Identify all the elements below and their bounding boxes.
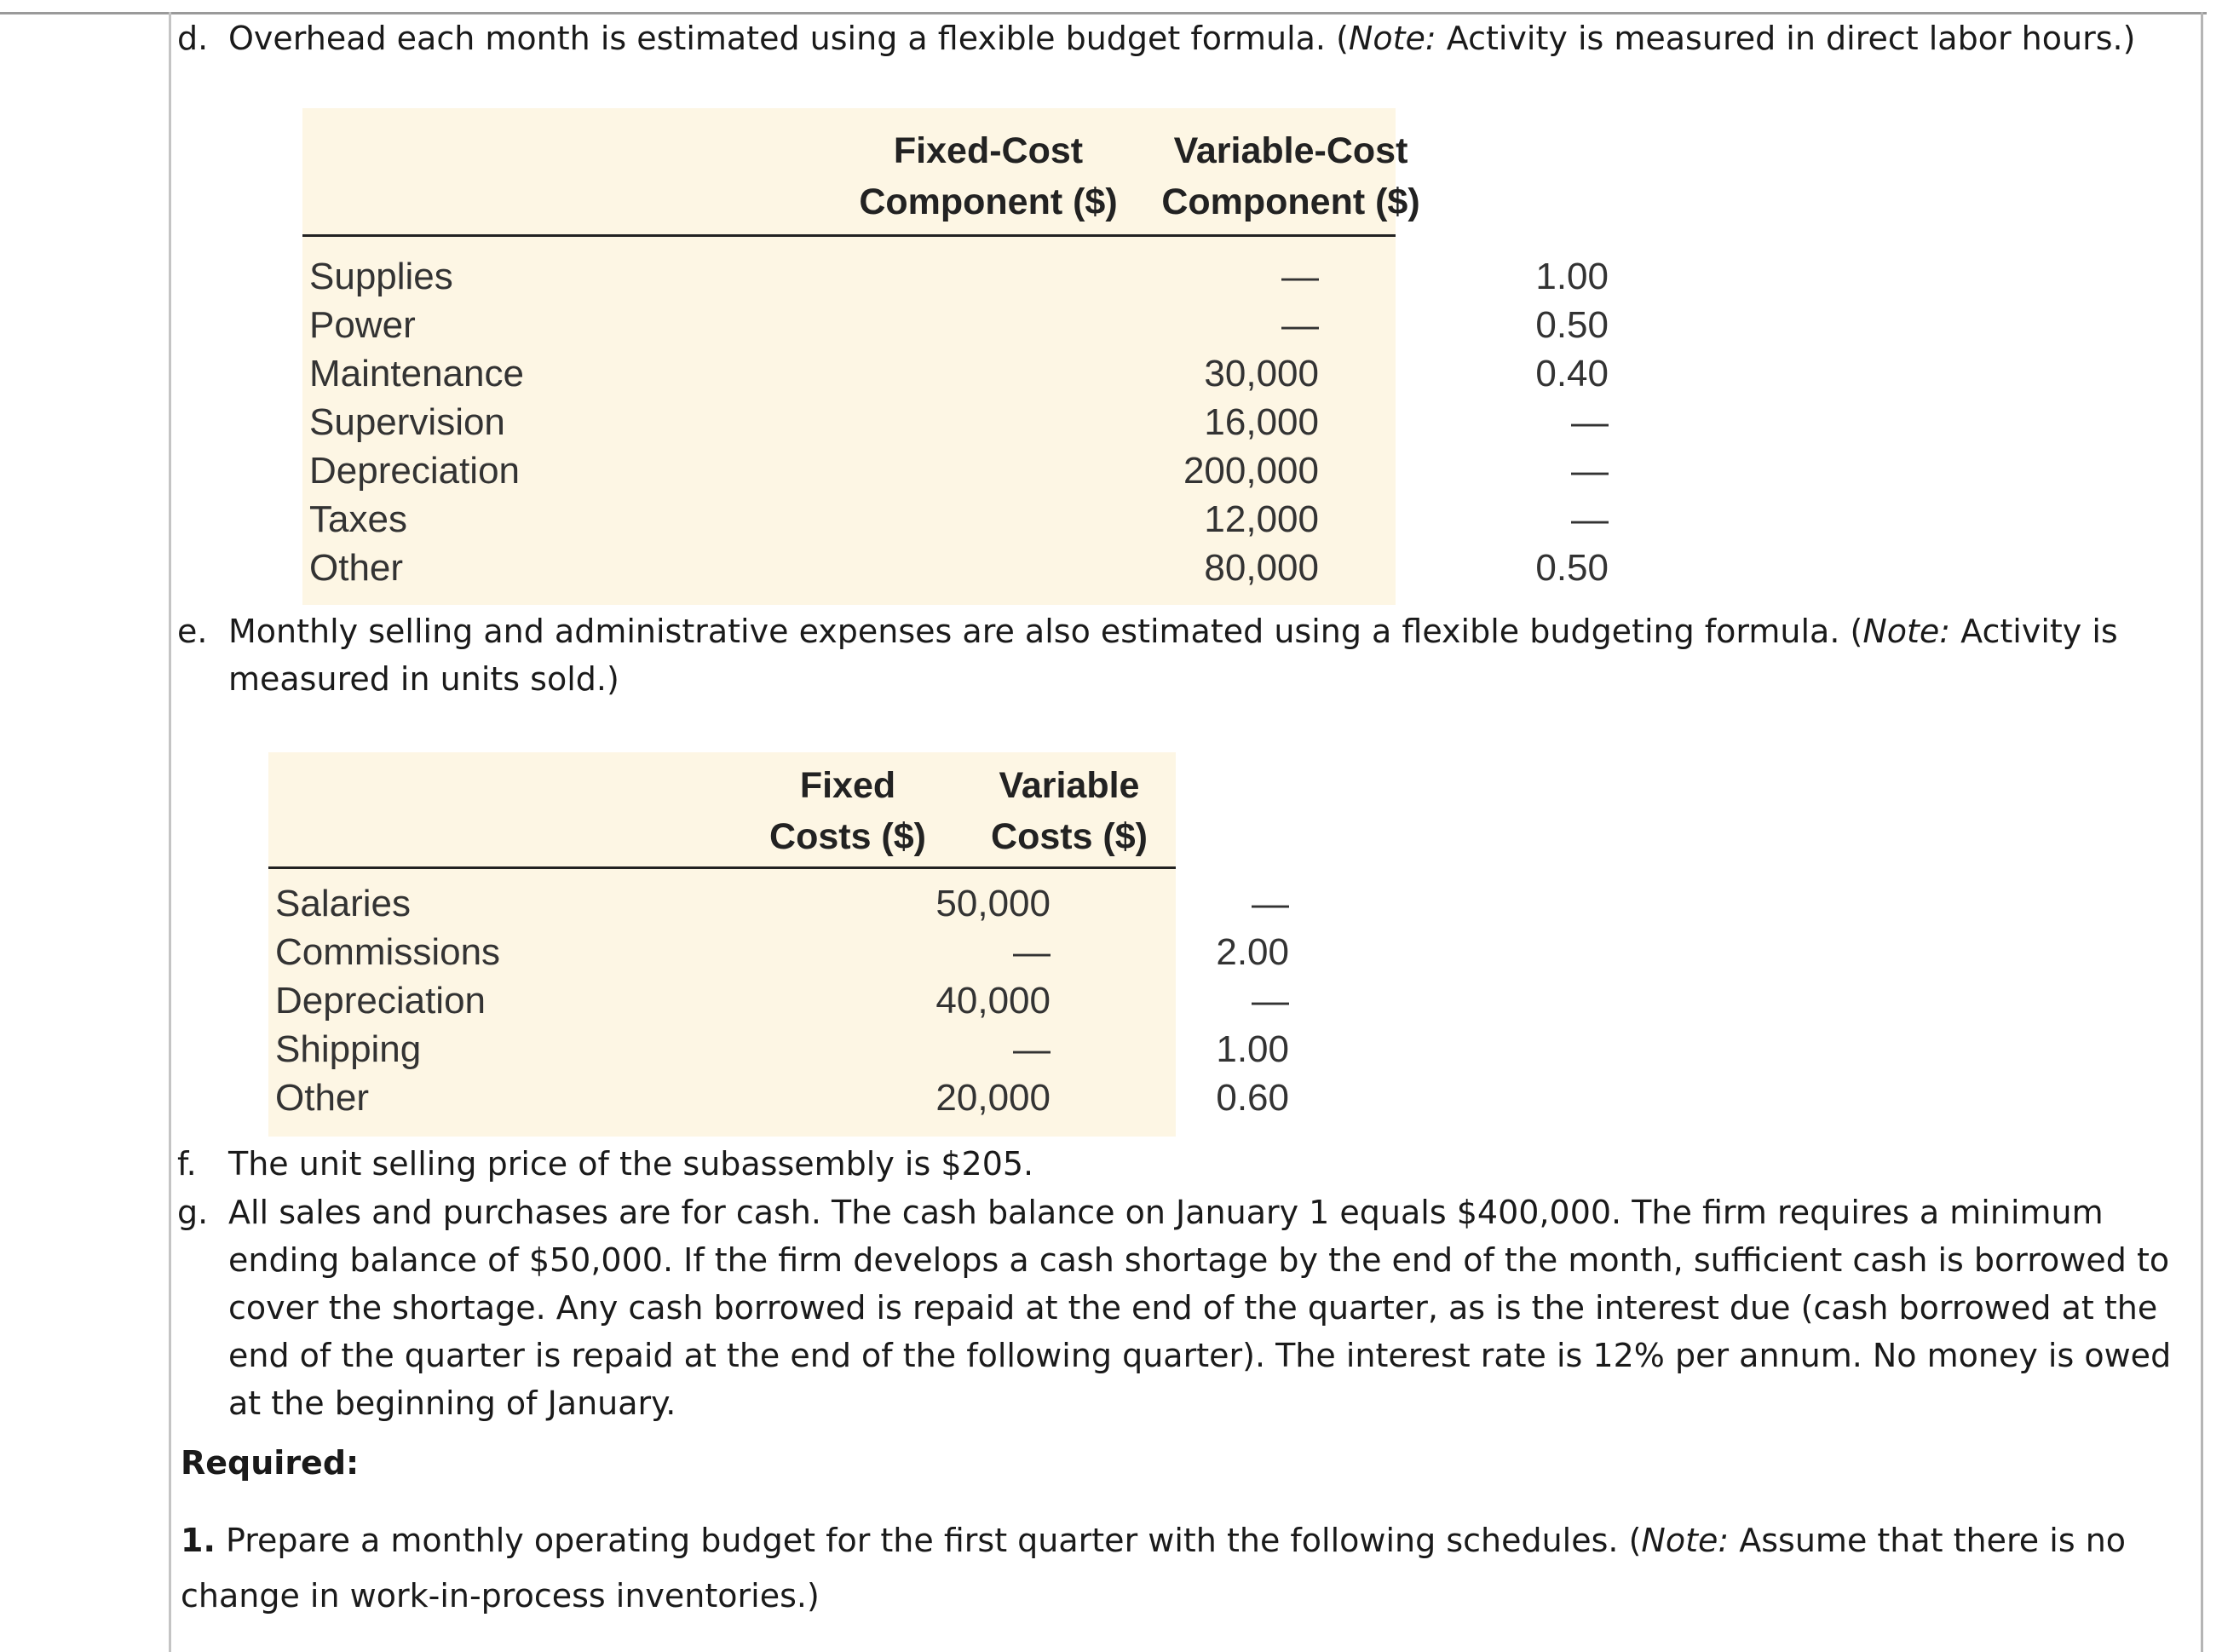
row-variable: 2.00 [1216, 931, 1289, 973]
item-d-label: d. [177, 20, 209, 57]
overhead-header-variable-line2: Component ($) [1161, 181, 1420, 222]
item-e-line2: measured in units sold.) [228, 660, 619, 698]
item-g-line: cover the shortage. Any cash borrowed is repaid at the end of the quarter, as is the interest due (cash borrowed at the [228, 1289, 2158, 1327]
left-border [169, 12, 171, 1652]
row-name: Supplies [309, 256, 453, 297]
overhead-header-rule [302, 234, 1396, 237]
row-fixed: 50,000 [935, 883, 1051, 924]
row-name: Supervision [309, 401, 505, 443]
item-g-line: ending balance of $50,000. If the firm develops a cash shortage by the end of the month, sufficient cash is borrowed to [228, 1241, 2170, 1279]
q1-number: 1. [181, 1522, 216, 1559]
item-e-line1-after: Activity is [1950, 613, 2118, 650]
row-fixed: 30,000 [1204, 353, 1319, 394]
item-g-line: end of the quarter is repaid at the end of the following quarter). The interest rate is 12% per annum. No money is owed [228, 1337, 2172, 1374]
right-border [2201, 12, 2203, 1652]
row-fixed: — [1013, 931, 1051, 973]
overhead-header-variable [1112, 125, 1470, 227]
selling-header-rule [268, 866, 1176, 869]
row-fixed: — [1013, 1028, 1051, 1070]
item-d [177, 14, 2188, 62]
row-fixed: 20,000 [935, 1077, 1051, 1119]
item-g-label: g. [177, 1194, 209, 1231]
item-g-line: All sales and purchases are for cash. The cash balance on January 1 equals $400,000. The firm requires a minimum [228, 1194, 2104, 1231]
row-variable: — [1252, 883, 1289, 924]
row-fixed: — [1281, 256, 1319, 297]
row-name: Shipping [275, 1028, 422, 1070]
selling-header-fixed-line1: Fixed [799, 765, 896, 806]
required-heading: Required: [181, 1444, 360, 1482]
item-g-line: at the beginning of January. [228, 1384, 676, 1422]
row-name: Maintenance [309, 353, 524, 394]
selling-header-fixed-line2: Costs ($) [769, 816, 926, 857]
row-fixed: 200,000 [1183, 450, 1319, 492]
row-name: Power [309, 304, 416, 346]
item-g [177, 1189, 2188, 1427]
row-variable: 1.00 [1535, 256, 1609, 297]
row-name: Taxes [309, 498, 407, 540]
overhead-header-fixed-line1: Fixed-Cost [893, 130, 1084, 171]
required-question-1 [181, 1513, 2183, 1624]
row-variable: 0.50 [1535, 547, 1609, 589]
item-f-text: The unit selling price of the subassembly is $205. [228, 1145, 1034, 1183]
item-d-text-after: Activity is measured in direct labor hours.) [1436, 20, 2136, 57]
row-variable: — [1571, 498, 1609, 540]
q1-note-label: Note: [1641, 1522, 1730, 1559]
row-fixed: 40,000 [935, 980, 1051, 1022]
q1-line1-before: Prepare a monthly operating budget for the first quarter with the following schedules. ( [215, 1522, 1642, 1559]
selling-header-variable-line2: Costs ($) [991, 816, 1148, 857]
item-f [177, 1140, 2188, 1188]
row-fixed: — [1281, 304, 1319, 346]
item-e-line1-before: Monthly selling and administrative expenses are also estimated using a flexible budgeting formula. ( [228, 613, 1863, 650]
q1-line1-after: Assume that there is no [1729, 1522, 2127, 1559]
row-variable: 0.60 [1216, 1077, 1289, 1119]
row-variable: 1.00 [1216, 1028, 1289, 1070]
row-name: Salaries [275, 883, 411, 924]
row-fixed: 80,000 [1204, 547, 1319, 589]
row-variable: — [1252, 980, 1289, 1022]
row-variable: — [1571, 401, 1609, 443]
item-e-label: e. [177, 613, 208, 650]
row-fixed: 12,000 [1204, 498, 1319, 540]
row-variable: 0.40 [1535, 353, 1609, 394]
row-name: Depreciation [275, 980, 486, 1022]
row-name: Depreciation [309, 450, 521, 492]
selling-header-variable-line1: Variable [999, 765, 1140, 806]
overhead-header-variable-line1: Variable-Cost [1173, 130, 1408, 171]
row-name: Commissions [275, 931, 501, 973]
q1-line2: change in work-in-process inventories.) [181, 1577, 820, 1615]
selling-header-fixed [728, 760, 967, 862]
item-e [177, 607, 2188, 703]
item-d-note-label: Note: [1348, 20, 1436, 57]
row-name: Other [275, 1077, 370, 1119]
item-d-text-before: Overhead each month is estimated using a flexible budget formula. ( [228, 20, 1349, 57]
item-f-label: f. [177, 1145, 197, 1183]
overhead-table [302, 108, 1609, 605]
overhead-header-fixed-line2: Component ($) [859, 181, 1118, 222]
row-name: Other [309, 547, 404, 589]
row-variable: 0.50 [1535, 304, 1609, 346]
selling-header-variable [958, 760, 1180, 862]
row-variable: — [1571, 450, 1609, 492]
row-fixed: 16,000 [1204, 401, 1319, 443]
item-e-note-label: Note: [1862, 613, 1951, 650]
